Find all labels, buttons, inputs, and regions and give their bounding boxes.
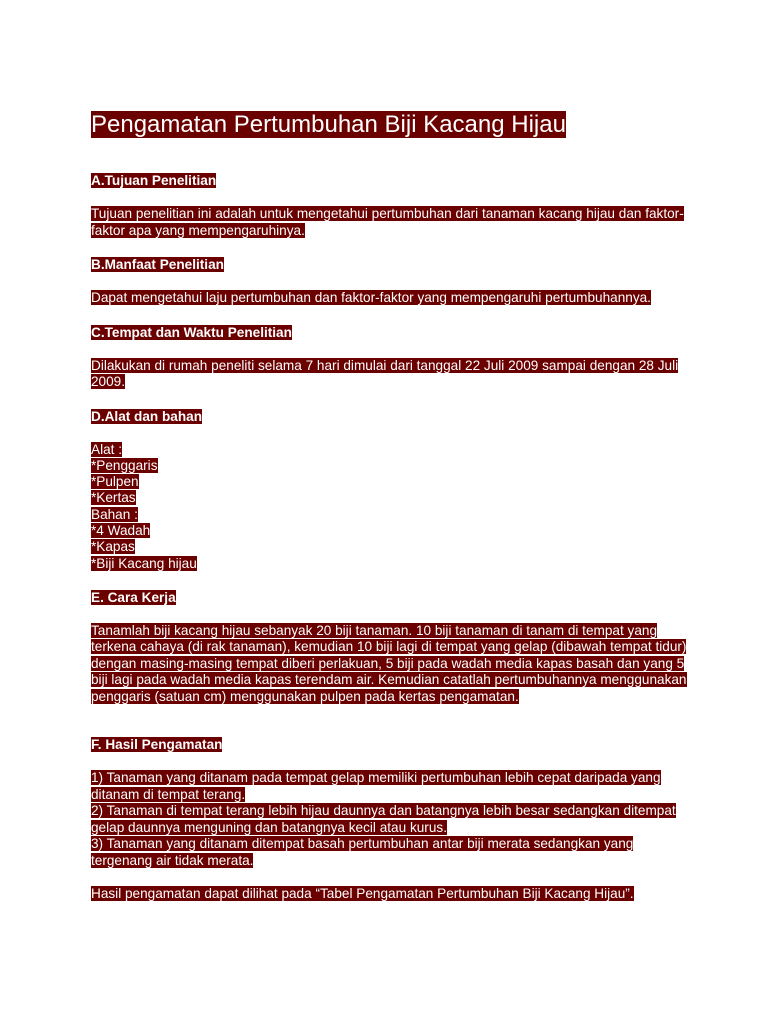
list-item (91, 803, 691, 836)
section-body-manfaat (91, 290, 691, 307)
section-heading-hasil (91, 736, 691, 754)
list-item (91, 490, 691, 506)
list-item-text: *Kertas (91, 490, 136, 506)
hasil-note-text: Hasil pengamatan dapat dilihat pada “Tabel Pengamatan Pertumbuhan Biji Kacang Hijau”. (91, 886, 634, 902)
list-item (91, 474, 691, 490)
section-heading-manfaat (91, 256, 691, 274)
section-heading-alat (91, 408, 691, 426)
section-body-tempat-text: Dilakukan di rumah peneliti selama 7 hari dimulai dari tanggal 22 Juli 2009 sampai dengan 28 Juli 2009. (91, 357, 679, 389)
list-item (91, 556, 691, 572)
section-heading-tempat (91, 324, 691, 342)
list-item (91, 836, 691, 869)
section-heading-manfaat-text: B.Manfaat Penelitian (91, 257, 224, 272)
section-heading-alat-text: D.Alat dan bahan (91, 408, 203, 424)
section-body-tujuan (91, 206, 691, 239)
list-item-text: 1) Tanaman yang ditanam pada tempat gelap memiliki pertumbuhan lebih cepat daripada yang ditanam di tempat terang. (91, 770, 661, 802)
list-item-text: Bahan : (91, 506, 138, 522)
list-item-text: *Biji Kacang hijau (91, 555, 197, 571)
list-item-text: *Penggaris (91, 457, 158, 473)
hasil-list (91, 770, 691, 869)
list-item (91, 442, 691, 458)
section-body-cara-text: Tanamlah biji kacang hijau sebanyak 20 biji tanaman. 10 biji tanaman di tanam di tempat yang terkena cahaya (di rak tanaman), kemudian 10 biji lagi di tempat yang gelap (dibawah tempat tidur) dengan masing-masing tempat diberi perlakuan, 5 biji pada wadah media kapas basah dan yang 5 biji lagi pada wadah media kapas terendam air. Kemudian catatlah pertumbuhannya menggunakan penggaris (satuan cm) menggunakan pulpen pada kertas pengamatan. (91, 622, 687, 704)
section-heading-cara-text: E. Cara Kerja (91, 589, 176, 605)
list-item (91, 507, 691, 523)
list-item-text: Alat : (91, 441, 122, 457)
section-heading-cara (91, 589, 691, 607)
section-body-manfaat-text: Dapat mengetahui laju pertumbuhan dan faktor-faktor yang mempengaruhi pertumbuhannya. (91, 290, 651, 305)
alat-bahan-list (91, 442, 691, 572)
list-item (91, 539, 691, 555)
hasil-note (91, 886, 691, 903)
list-item (91, 770, 691, 803)
page-title-text: Pengamatan Pertumbuhan Biji Kacang Hijau (91, 111, 566, 138)
section-heading-tempat-text: C.Tempat dan Waktu Penelitian (91, 324, 292, 340)
list-item-text: *Kapas (91, 539, 135, 555)
list-item-text: *4 Wadah (91, 522, 151, 538)
section-heading-hasil-text: F. Hasil Pengamatan (91, 737, 223, 753)
document-page (91, 110, 691, 903)
section-heading-tujuan-text: A.Tujuan Penelitian (91, 173, 217, 188)
list-item (91, 458, 691, 474)
section-heading-tujuan (91, 172, 691, 190)
list-item (91, 523, 691, 539)
list-item-text: 2) Tanaman di tempat terang lebih hijau daunnya dan batangnya lebih besar sedangkan ditempat gelap daunnya menguning dan batangnya kecil atau kurus. (91, 803, 676, 835)
section-body-cara (91, 623, 691, 706)
section-body-tujuan-text: Tujuan penelitian ini adalah untuk mengetahui pertumbuhan dari tanaman kacang hijau dan faktor-faktor apa yang mempengaruhinya. (91, 206, 684, 238)
list-item-text: *Pulpen (91, 474, 139, 490)
page-title (91, 110, 691, 140)
section-body-tempat (91, 358, 691, 391)
list-item-text: 3) Tanaman yang ditanam ditempat basah pertumbuhan antar biji merata sedangkan yang tergenang air tidak merata. (91, 836, 634, 868)
